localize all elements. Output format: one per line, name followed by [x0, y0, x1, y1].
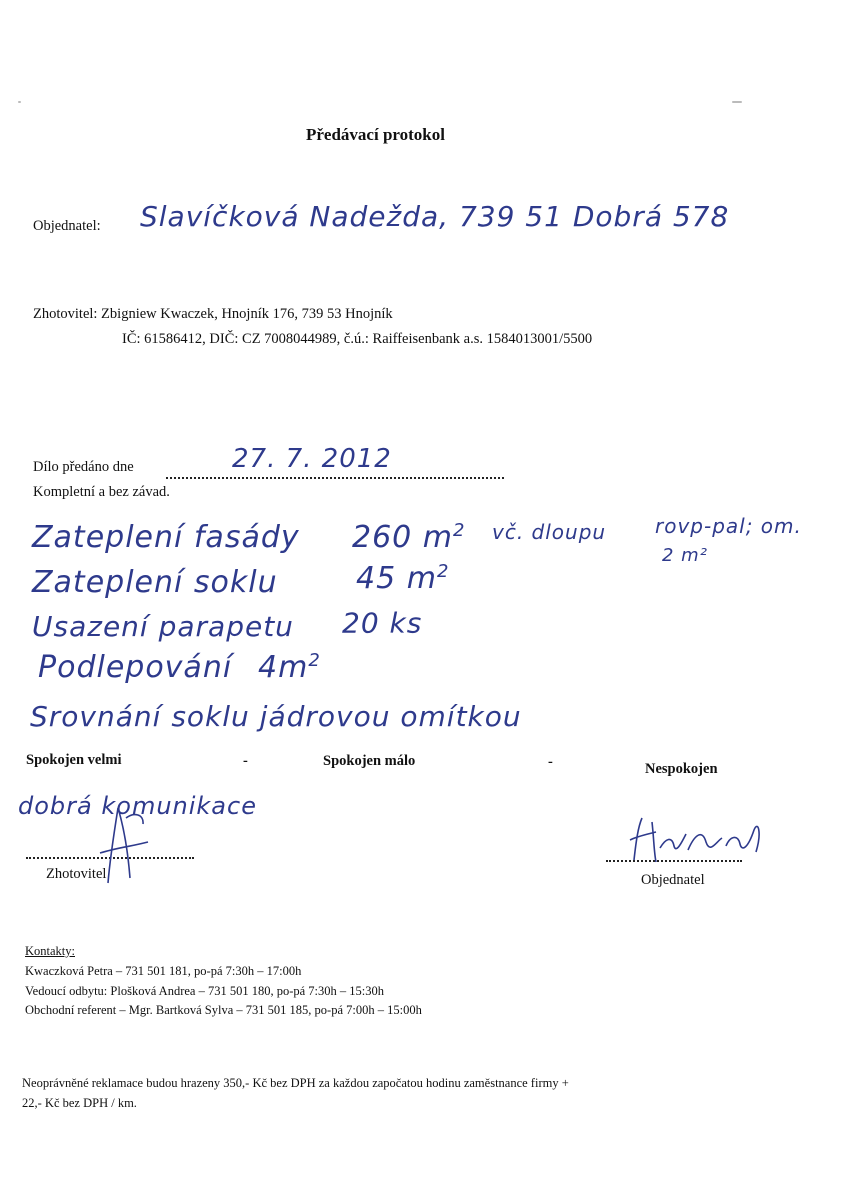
page-title: Předávací protokol — [306, 125, 445, 144]
satisfaction-not: Nespokojen — [645, 761, 718, 777]
work-item-name: Srovnání soklu jádrovou omítkou — [30, 700, 522, 733]
delivery-date-dotted-line — [166, 477, 504, 479]
objednatel-value: Slavíčková Nadežda, 739 51 Dobrá 578 — [140, 200, 730, 233]
zhotovitel-line2: IČ: 61586412, DIČ: CZ 7008044989, č.ú.: Raiffeisenbank a.s. 1584013001/5500 — [122, 331, 593, 347]
delivery-date: 27. 7. 2012 — [232, 444, 392, 474]
footer-line1: Neoprávněné reklamace budou hrazeny 350,- Kč bez DPH za každou započatou hodinu zaměstnance firmy + — [22, 1076, 569, 1090]
work-item-name: Usazení parapetu — [32, 610, 294, 643]
delivery-label: Dílo předáno dne — [33, 459, 134, 475]
work-item-name: Podlepování — [38, 650, 233, 685]
contact-line: Kwaczková Petra – 731 501 181, po-pá 7:30h – 17:00h — [25, 964, 302, 978]
satisfaction-little: Spokojen málo — [323, 753, 416, 769]
footer-line2: 22,- Kč bez DPH / km. — [22, 1096, 137, 1110]
scan-speck — [18, 101, 21, 103]
work-item-amount: 20 ks — [342, 606, 423, 640]
work-item-note: vč. dloupu — [492, 520, 607, 544]
work-item-name: Zateplení soklu — [32, 565, 278, 600]
contact-line: Vedoucí odbytu: Plošková Andrea – 731 501 180, po-pá 7:30h – 15:30h — [25, 984, 384, 998]
handwritten-comment: dobrá komunikace — [18, 792, 257, 820]
satisfaction-separator: - — [243, 753, 248, 769]
work-item-amount: 260 $m^2$ — [352, 520, 466, 555]
delivery-status: Kompletní a bez závad. — [33, 484, 170, 500]
objednatel-label: Objednatel: — [33, 218, 101, 234]
side-note-line1: rovp-pal; om. — [655, 514, 802, 538]
contact-line: Obchodní referent – Mgr. Bartková Sylva – 731 501 185, po-pá 7:00h – 15:00h — [25, 1003, 422, 1017]
scan-speck — [732, 101, 742, 103]
work-item-amount: $4m^2$ — [258, 650, 321, 685]
zhotovitel-label: Zhotovitel — [46, 866, 107, 882]
satisfaction-separator: - — [548, 754, 553, 770]
satisfaction-very: Spokojen velmi — [26, 752, 122, 768]
side-note-line2: 2 m² — [662, 545, 708, 566]
contacts-heading: Kontakty: — [25, 944, 75, 958]
work-item-amount: 45 $m^2$ — [356, 561, 450, 596]
objednatel-label: Objednatel — [641, 872, 705, 888]
objednatel-signature — [626, 812, 766, 872]
work-item-name: Zateplení fasády — [32, 520, 300, 555]
zhotovitel-line1: Zhotovitel: Zbigniew Kwaczek, Hnojník 176, 739 53 Hnojník — [33, 306, 393, 322]
